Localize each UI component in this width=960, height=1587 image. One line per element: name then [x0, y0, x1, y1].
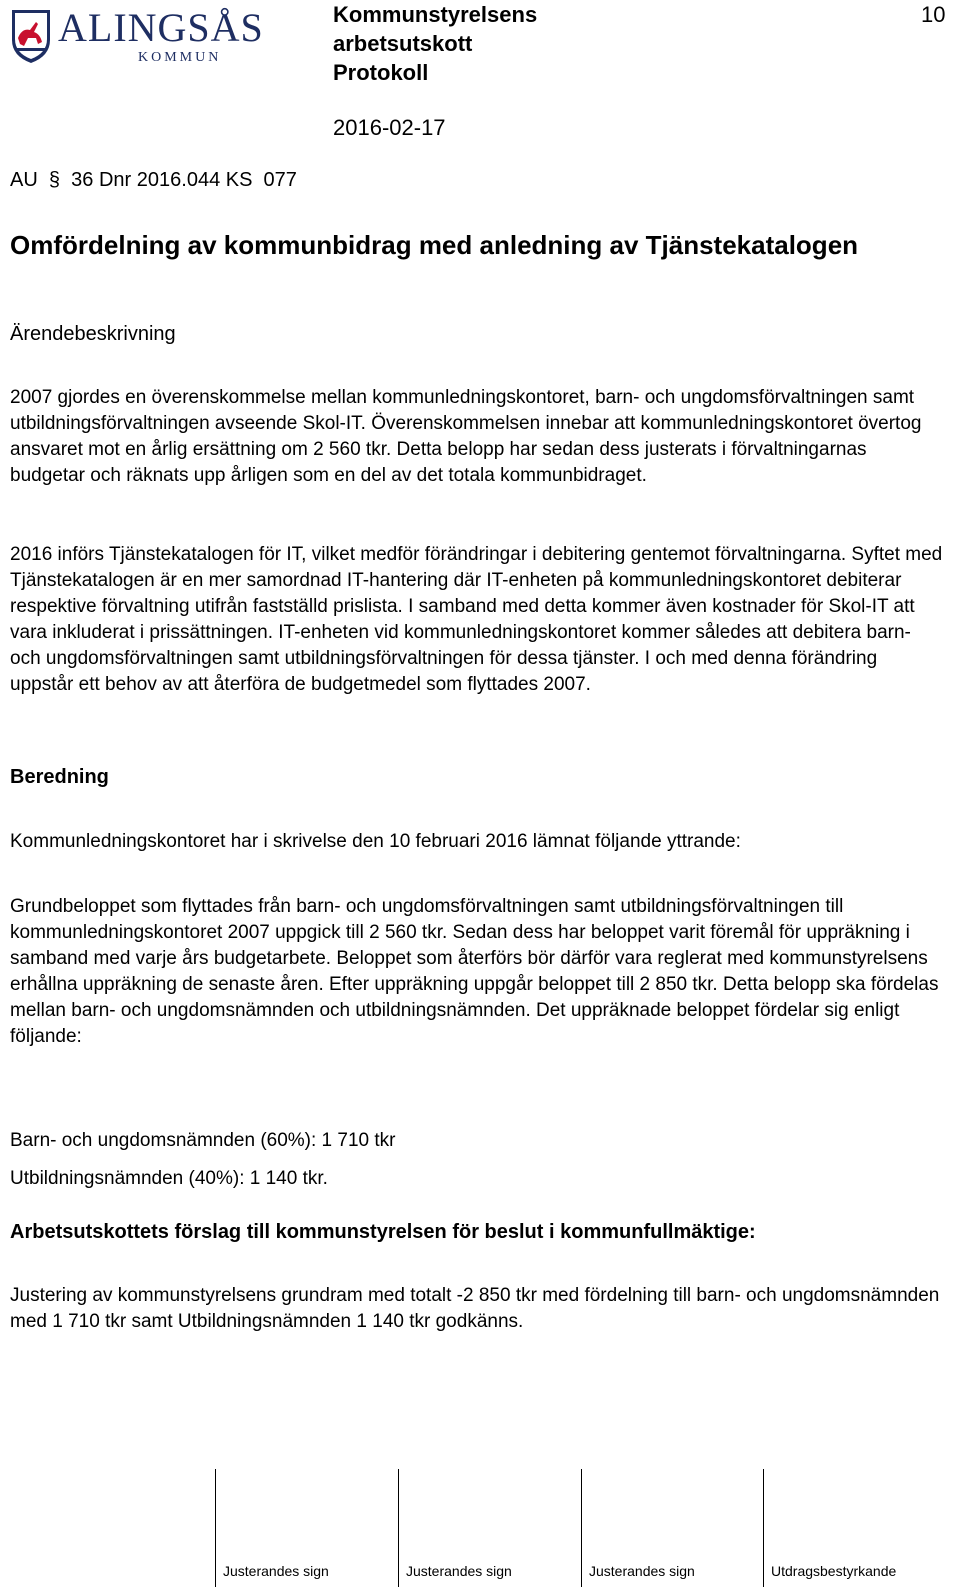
- logo-wordmark: ALINGSÅS: [58, 5, 264, 50]
- page-number: 10: [921, 2, 946, 27]
- header-line: Protokoll: [333, 60, 429, 85]
- signature-divider: [763, 1469, 764, 1587]
- allocation-item: Utbildningsnämnden (40%): 1 140 tkr.: [10, 1168, 328, 1189]
- proposal-text: Justering av kommunstyrelsens grundram med totalt -2 850 tkr med fördelning till barn- och ungdomsnämnden med 1 710 tkr samt Utbildningsnämnden 1 140 tkr godkänns.: [10, 1285, 940, 1332]
- preparation-paragraph: Grundbeloppet som flyttades från barn- och ungdomsförvaltningen samt utbildningsförvaltningen till kommunledningskontoret 2007 uppgick till 2 560 tkr. Sedan dess har beloppet varit föremål för uppräkning i samband med varje års budgetarbete. Beloppet som återförs bör därför vara reglerat med kommunstyrelsens erhållna uppräkning de senaste åren. Efter uppräkning uppgår beloppet till 2 850 tkr. Detta belopp ska fördelas mellan barn- och ungdomsnämnden och utbildningsnämnden. Det uppräknade beloppet fördelar sig enligt följande:: [10, 896, 939, 1047]
- description-paragraph: 2016 införs Tjänstekatalogen för IT, vilket medför förändringar i debitering gentemot förvaltningarna. Syftet med Tjänstekatalogen är en mer samordnad IT-hantering där IT-enheten på kommunledningskontoret debiterar respektive förvaltning utifrån fastställd prislista. I samband med detta kommer även kostnader för Skol-IT att vara inkluderat i prissättningen. IT-enheten vid kommunledningskontoret kommer således att debitera barn- och ungdomsförvaltningen samt utbildningsförvaltningen för dessa tjänster. I och med denna förändring uppstår ett behov av att återföra de budgetmedel som flyttades 2007.: [10, 544, 943, 695]
- meeting-date: 2016-02-17: [333, 115, 446, 140]
- proposal-heading: Arbetsutskottets förslag till kommunstyrelsen för beslut i kommunfullmäktige:: [10, 1221, 756, 1243]
- alingsas-logo: [10, 6, 300, 68]
- signature-divider: [581, 1469, 582, 1587]
- case-body: AU: [10, 169, 38, 191]
- document-header-title: [333, 0, 537, 87]
- coat-of-arms-icon: [10, 8, 52, 64]
- preparation-intro: Kommunledningskontoret har i skrivelse den 10 februari 2016 lämnat följande yttrande:: [10, 831, 741, 852]
- allocation-item: Barn- och ungdomsnämnden (60%): 1 710 tkr: [10, 1130, 396, 1151]
- section-sign: §: [48, 169, 61, 191]
- signature-label: Justerandes sign: [406, 1563, 512, 1579]
- description-paragraph: 2007 gjordes en överenskommelse mellan kommunledningskontoret, barn- och ungdomsförvaltningen samt utbildningsförvaltningen avseende Skol-IT. Överenskommelsen innebar att kommunledningskontoret övertog ansvaret mot en årlig ersättning om 2 560 tkr. Detta belopp har sedan dess justerats i förvaltningarnas budgetar och räknats upp årligen som en del av det totala kommunbidraget.: [10, 387, 922, 486]
- header-line: arbetsutskott: [333, 31, 473, 56]
- header-line: Kommunstyrelsens: [333, 2, 538, 27]
- signature-label: Justerandes sign: [589, 1563, 695, 1579]
- signature-divider: [215, 1469, 216, 1587]
- signature-label: Justerandes sign: [223, 1563, 329, 1579]
- signature-label: Utdragsbestyrkande: [771, 1563, 897, 1579]
- description-heading: Ärendebeskrivning: [10, 323, 176, 345]
- case-number: 36: [71, 169, 94, 191]
- case-reference: [10, 167, 297, 193]
- diary-number: Dnr 2016.044 KS 077: [98, 169, 297, 191]
- preparation-heading: Beredning: [10, 766, 109, 788]
- logo-subtitle: KOMMUN: [138, 50, 222, 65]
- signature-divider: [398, 1469, 399, 1587]
- page-title: Omfördelning av kommunbidrag med anledning av Tjänstekatalogen: [10, 230, 859, 260]
